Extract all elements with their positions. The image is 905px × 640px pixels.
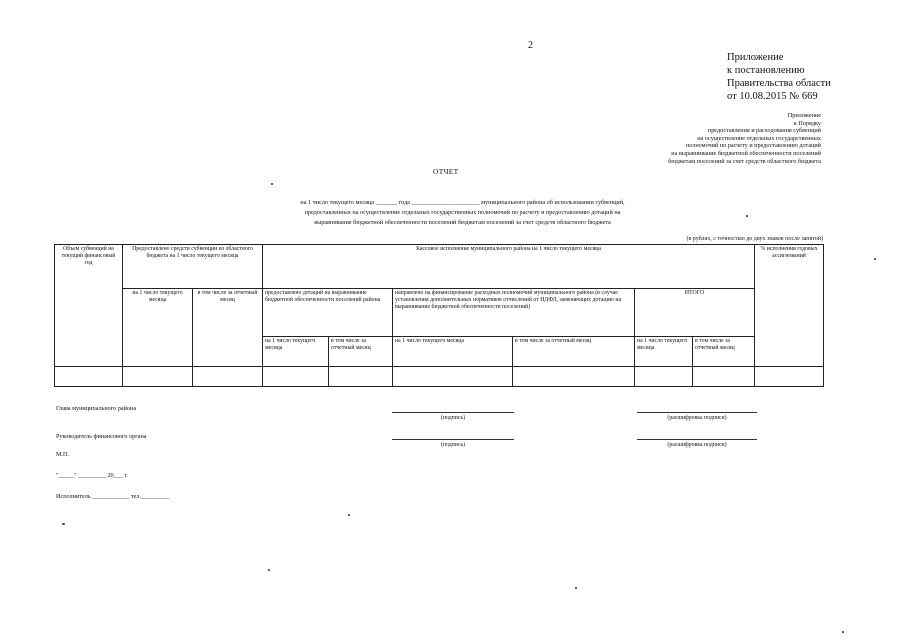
head-signature-hint: (подпись) bbox=[440, 415, 466, 421]
scan-speck bbox=[874, 258, 876, 260]
report-description-line: выравнивание бюджетной обеспеченности поселений бюджетам поселений за счет средств областного бюджета bbox=[314, 219, 611, 226]
header-cash-execution: Кассовое исполнение муниципального района на 1 число текущего месяца bbox=[263, 245, 755, 289]
finance-decode-line[interactable] bbox=[637, 439, 757, 440]
head-decode-hint: (расшифровка подписи) bbox=[667, 415, 727, 421]
data-cell[interactable] bbox=[193, 367, 263, 387]
data-cell[interactable] bbox=[755, 367, 824, 387]
stamp-place: М.П. bbox=[56, 451, 70, 458]
appendix-order-line: Приложение bbox=[787, 112, 821, 119]
scan-speck bbox=[842, 631, 844, 633]
finance-label: Руководитель финансового органа bbox=[56, 433, 147, 440]
appendix-order-line: предоставления и расходования субвенций bbox=[707, 127, 821, 135]
header-provided: Предоставлено средств субвенции из областного бюджета на 1 число текущего месяца bbox=[123, 245, 263, 289]
data-cell[interactable] bbox=[693, 367, 755, 387]
head-decode-line[interactable] bbox=[637, 412, 757, 413]
appendix-main-block bbox=[727, 51, 831, 103]
data-cell[interactable] bbox=[123, 367, 193, 387]
finance-signature-line[interactable] bbox=[392, 439, 514, 440]
header-reporting: в том числе за отчетный месяц bbox=[193, 289, 263, 367]
scan-speck bbox=[746, 215, 748, 217]
scan-speck bbox=[348, 514, 350, 516]
report-description-line: на 1 число текущего месяца _______ года ______________________ муниципального района об использовании субвенций, bbox=[300, 199, 625, 206]
appendix-main-line: Правительства области bbox=[727, 78, 831, 89]
header-total-reporting: в том числе за отчетный месяц bbox=[693, 337, 755, 367]
header-grants-reporting: в том числе за отчетный месяц bbox=[329, 337, 393, 367]
report-table bbox=[54, 244, 824, 387]
header-volume: Объем субвенций на текущий финансовый год bbox=[55, 245, 123, 367]
finance-signature-hint: (подпись) bbox=[440, 442, 466, 448]
data-cell[interactable] bbox=[513, 367, 635, 387]
data-cell[interactable] bbox=[329, 367, 393, 387]
data-cell[interactable] bbox=[263, 367, 329, 387]
date-line[interactable]: "_____" _________ 20___ г. bbox=[56, 472, 128, 479]
report-description-line: предоставленных на осуществление отдельных государственных полномочий по расчету и предоставлению дотаций на bbox=[304, 209, 621, 216]
page-number: 2 bbox=[528, 40, 533, 51]
report-description bbox=[240, 198, 685, 228]
scan-speck bbox=[268, 569, 270, 571]
appendix-order-block bbox=[668, 112, 821, 165]
appendix-order-line: на осуществление отдельных государственных bbox=[697, 134, 821, 142]
units-note: (в рублях, с точностью до двух знаков после запятой) bbox=[686, 236, 823, 242]
appendix-main-line: от 10.08.2015 № 669 bbox=[727, 91, 818, 102]
data-cell[interactable] bbox=[55, 367, 123, 387]
header-directed-reporting: в том числе за отчетный месяц bbox=[513, 337, 635, 367]
scan-speck bbox=[62, 523, 65, 525]
appendix-main-line: к постановлению bbox=[727, 65, 805, 76]
appendix-order-line: на выравнивание бюджетной обеспеченности поселений bbox=[671, 149, 821, 157]
header-on-first: на 1 число текущего месяца bbox=[123, 289, 193, 367]
appendix-order-line: к Порядку bbox=[793, 119, 821, 127]
header-total: ИТОГО bbox=[635, 289, 755, 337]
head-label: Глава муниципального района bbox=[56, 405, 137, 412]
header-directed-first: на 1 число текущего месяца bbox=[393, 337, 513, 367]
header-grants: предоставлено дотаций на выравнивание бюджетной обеспеченности поселений района bbox=[263, 289, 393, 337]
data-cell[interactable] bbox=[393, 367, 513, 387]
executor-line[interactable]: Исполнитель ____________ тел._________ bbox=[56, 493, 169, 500]
appendix-main-line: Приложение bbox=[727, 52, 784, 63]
finance-decode-hint: (расшифровка подписи) bbox=[667, 442, 727, 448]
report-title: ОТЧЕТ bbox=[433, 167, 459, 176]
header-percent: % исполнения годовых ассигнований bbox=[755, 245, 824, 367]
scan-speck bbox=[271, 183, 273, 185]
header-grants-first: на 1 число текущего месяца bbox=[263, 337, 329, 367]
head-signature-line[interactable] bbox=[392, 412, 514, 413]
scan-speck bbox=[575, 587, 577, 589]
data-cell[interactable] bbox=[635, 367, 693, 387]
appendix-order-line: бюджетам поселений за счет средств областного бюджета bbox=[668, 157, 821, 165]
appendix-order-line: полномочий по расчету и предоставлению дотаций bbox=[685, 142, 821, 150]
header-directed: направлено на финансирование расходных полномочий муниципального района (в случае установления дополнительных нормативов отчислений от НДФЛ, заменяющих дотацию на выравнивание бюджетной обеспеченности поселений) bbox=[393, 289, 635, 337]
header-total-first: на 1 число текущего месяца bbox=[635, 337, 693, 367]
